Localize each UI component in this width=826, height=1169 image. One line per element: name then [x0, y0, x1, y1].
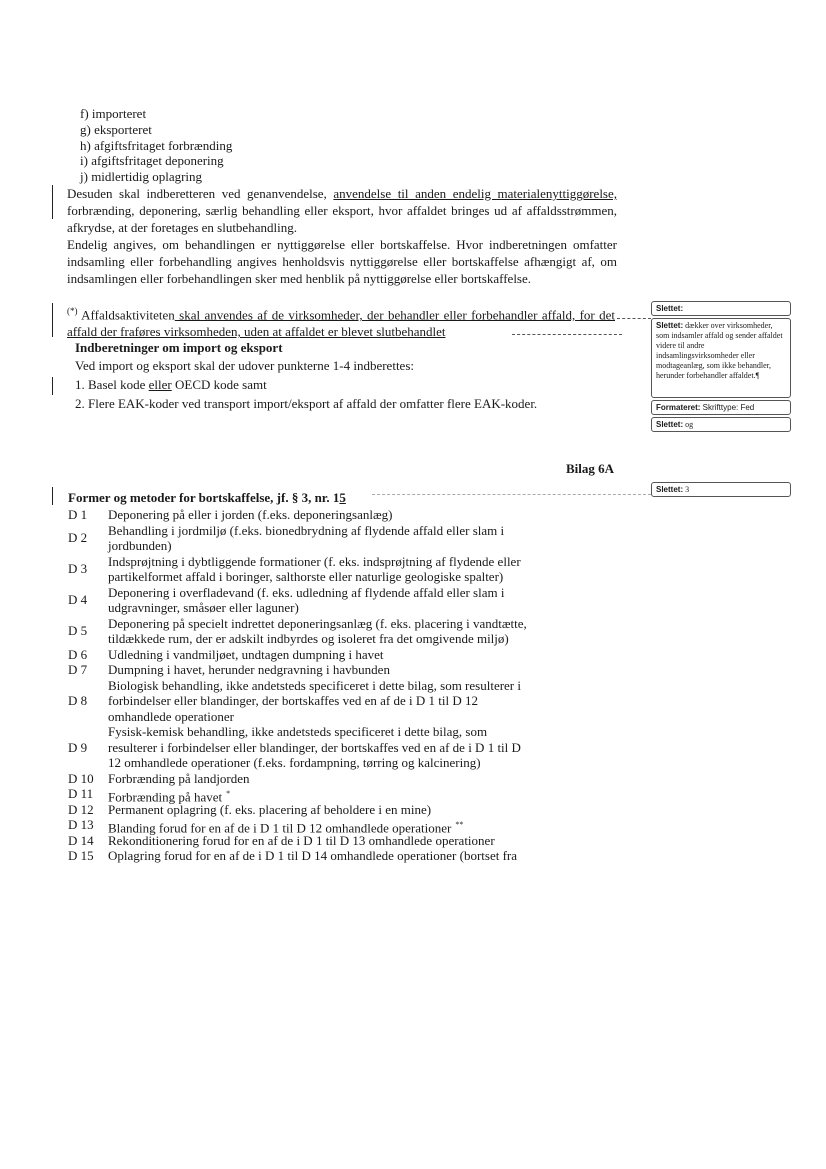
- inserted-text: skal anvendes af de virksomheder, der behandler eller forbehandler affald, for det affald der fraføres virksomheden, uden at affaldet er blevet slutbehandlet: [67, 307, 616, 340]
- inserted-text: 5: [339, 490, 346, 505]
- disposal-description: Biologisk behandling, ikke andetsteds specificeret i dette bilag, som resulterer i: [108, 677, 521, 693]
- comment-label: Slettet:: [656, 485, 684, 494]
- comment-connector: [372, 494, 651, 495]
- list-item: i) afgiftsfritaget deponering: [80, 153, 224, 168]
- disposal-description: Forbrænding på landjorden: [108, 770, 250, 786]
- table-row: [68, 833, 568, 849]
- disposal-description: Behandling i jordmiljø (f.eks. bionedbrydning af flydende affald eller slam i: [108, 522, 505, 538]
- comment-deleted[interactable]: [651, 482, 791, 497]
- import-item-text: OECD kode samt: [171, 377, 267, 392]
- list-item: j) midlertidig oplagring: [80, 169, 203, 184]
- comment-text: Skrifttype: Fed: [700, 403, 755, 412]
- import-intro: Ved import og eksport skal der udover punkterne 1-4 indberettes:: [75, 358, 414, 373]
- disposal-description: partikelformet affald i boringer, salthorste eller naturlige geologiske spalter): [108, 569, 504, 584]
- disposal-description-line: [108, 678, 568, 694]
- import-item: 2. Flere EAK-koder ved transport import/eksport af affald der omfatter flere EAK-koder.: [75, 396, 538, 411]
- disposal-description: Deponering på specielt indrettet deponeringsanlæg (f. eks. placering i vandtætte,: [108, 615, 527, 631]
- disposal-description-line: [108, 616, 568, 632]
- change-bar: [52, 487, 53, 505]
- disposal-code: D 6: [68, 646, 88, 662]
- disposal-description: Oplagring forud for en af de i D 1 til D 14 omhandlede operationer (bortset fra: [108, 848, 518, 863]
- disposal-description: Permanent oplagring (f. eks. placering af beholdere i en mine): [108, 801, 432, 817]
- disposal-description: Rekonditionering forud for en af de i D 1 til D 13 omhandlede operationer: [108, 832, 495, 848]
- disposal-code: D 14: [68, 832, 94, 848]
- comment-connector: [617, 318, 651, 319]
- disposal-code: D 3: [68, 561, 88, 577]
- disposal-description-line: [108, 585, 568, 601]
- footnote-mark: **: [455, 820, 464, 829]
- import-item: [75, 377, 267, 393]
- table-row: [68, 678, 568, 725]
- disposal-description: udgravninger, småsøer eller laguner): [108, 600, 299, 615]
- comment-label: Slettet:: [656, 304, 684, 313]
- disposal-description: jordbunden): [108, 538, 172, 553]
- change-bar: [52, 185, 53, 219]
- comment-deleted[interactable]: [651, 301, 791, 316]
- comment-deleted[interactable]: [651, 318, 791, 398]
- disposal-description: Deponering i overfladevand (f. eks. udledning af flydende affald eller slam i: [108, 584, 505, 600]
- inserted-text: eller: [148, 377, 172, 392]
- paragraph-text: forbrænding, deponering, særlig behandling eller eksport, hvor affaldet bringes ud af affaldsstrømmen, afkrydse, at der foretages en slutbehandling.: [67, 203, 617, 235]
- disposal-description: 12 omhandlede operationer (f.eks. fordampning, tørring og kalcinering): [108, 755, 481, 770]
- disposal-description-line: [108, 538, 568, 554]
- table-row: [68, 507, 568, 523]
- disposal-description: resulterer i forbindelser eller blandinger, der bortskaffes ved en af de i D 1 til D: [108, 739, 521, 755]
- disposal-description: Forbrænding på havet: [108, 789, 223, 805]
- footnote-mark: (*): [67, 306, 78, 316]
- disposal-code: D 8: [68, 693, 88, 708]
- heading-text: Former og metoder for bortskaffelse, jf. § 3, nr. 1: [68, 490, 340, 505]
- section-heading-import: Indberetninger om import og eksport: [75, 340, 283, 355]
- disposal-description-line: [108, 755, 568, 771]
- comment-text: 3: [683, 485, 690, 494]
- change-bar: [52, 377, 53, 395]
- comment-deleted[interactable]: [651, 417, 791, 432]
- disposal-description-line: [108, 569, 568, 585]
- table-row: [68, 817, 568, 836]
- disposal-description-line: [108, 693, 568, 709]
- disposal-code: D 5: [68, 623, 88, 639]
- disposal-description: Blanding forud for en af de i D 1 til D 12 omhandlede operationer: [108, 820, 452, 836]
- disposal-description: Indsprøjtning i dybtliggende formationer (f. eks. indsprøjtning af flydende eller: [108, 553, 521, 569]
- table-row: [68, 771, 568, 787]
- list-item: g) eksporteret: [80, 122, 152, 137]
- import-item-text: 1. Basel kode: [75, 377, 149, 392]
- disposal-description-line: [108, 724, 568, 740]
- comment-formatted[interactable]: [651, 400, 791, 415]
- disposal-description-line: [108, 786, 568, 805]
- list-item: h) afgiftsfritaget forbrænding: [80, 138, 233, 153]
- table-row: [68, 802, 568, 818]
- footnote-text: Affaldsaktiviteten: [77, 307, 175, 323]
- table-row: [68, 662, 568, 678]
- disposal-code: D 11: [68, 786, 94, 801]
- footnote-mark: *: [226, 789, 231, 798]
- table-row: [68, 786, 568, 805]
- comment-connector: [512, 334, 622, 335]
- disposal-code: D 2: [68, 530, 88, 546]
- comment-label: Slettet:: [656, 321, 684, 330]
- disposal-description: Deponering på eller i jorden (f.eks. deponeringsanlæg): [108, 507, 393, 522]
- comment-label: Formateret:: [656, 403, 701, 412]
- disposal-code: D 1: [68, 507, 88, 522]
- disposal-description-line: [108, 523, 568, 539]
- disposal-description: Dumpning i havet, herunder nedgravning i havbunden: [108, 662, 390, 677]
- disposal-description-line: [108, 848, 568, 864]
- disposal-code: D 7: [68, 662, 88, 677]
- disposal-description-line: [108, 554, 568, 570]
- disposal-description-line: [108, 600, 568, 616]
- disposal-description-line: [108, 507, 568, 523]
- disposal-description-line: [108, 662, 568, 678]
- section-heading-disposal: [68, 490, 346, 506]
- annex-label: Bilag 6A: [566, 461, 615, 476]
- disposal-code: D 13: [68, 817, 94, 832]
- disposal-description-line: [108, 771, 568, 787]
- disposal-description: forbindelser eller blandinger, der bortskaffes ved en af de i D 1 til D 12: [108, 693, 478, 708]
- disposal-description: Udledning i vandmiljøet, undtagen dumpning i havet: [108, 646, 384, 662]
- disposal-description: omhandlede operationer: [108, 708, 234, 724]
- table-row: [68, 724, 568, 771]
- table-row: [68, 523, 568, 554]
- disposal-description-line: [108, 709, 568, 725]
- disposal-code: D 12: [68, 801, 94, 817]
- paragraph-reporting: [67, 185, 617, 236]
- disposal-description-line: [108, 833, 568, 849]
- paragraph-text: Desuden skal indberetteren ved genanvendelse,: [67, 186, 334, 201]
- disposal-description-line: [108, 647, 568, 663]
- table-row: [68, 554, 568, 585]
- disposal-description-line: [108, 631, 568, 647]
- disposal-code: D 9: [68, 739, 88, 755]
- disposal-code: D 10: [68, 770, 94, 786]
- table-row: [68, 647, 568, 663]
- disposal-code: D 15: [68, 848, 94, 863]
- disposal-description: tildækkede rum, der er adskilt indbyrdes og isoleret fra det omgivende miljø): [108, 631, 509, 646]
- change-bar: [52, 303, 53, 337]
- disposal-description-line: [108, 740, 568, 756]
- disposal-description: Fysisk-kemisk behandling, ikke andetsteds specificeret i dette bilag, som: [108, 724, 488, 739]
- inserted-text: anvendelse til anden endelig materialenyttiggørelse,: [333, 186, 618, 201]
- comment-text: dækker over virksomheder, som indsamler affald og sender affaldet videre til andre indsamlingsvirksomheder eller modtageanlæg, som ikke behandler, herunder forbehandler affaldet.¶: [656, 321, 783, 380]
- table-row: [68, 848, 568, 864]
- table-row: [68, 585, 568, 616]
- comment-text: og: [683, 420, 694, 429]
- disposal-description-line: [108, 802, 568, 818]
- disposal-description-line: [108, 817, 568, 836]
- paragraph-classification: Endelig angives, om behandlingen er nyttiggørelse eller bortskaffelse. Hvor indberetningen omfatter indsamling eller forbehandling angives henholdsvis nyttiggørelse eller bortskaffelse afhængigt af, om indsamlingen eller forbehandlingen sker med henblik på nyttiggørelse eller bortskaffelse.: [67, 237, 617, 286]
- list-item: f) importeret: [80, 106, 147, 121]
- disposal-code: D 4: [68, 592, 88, 608]
- comment-label: Slettet:: [656, 420, 684, 429]
- table-row: [68, 616, 568, 647]
